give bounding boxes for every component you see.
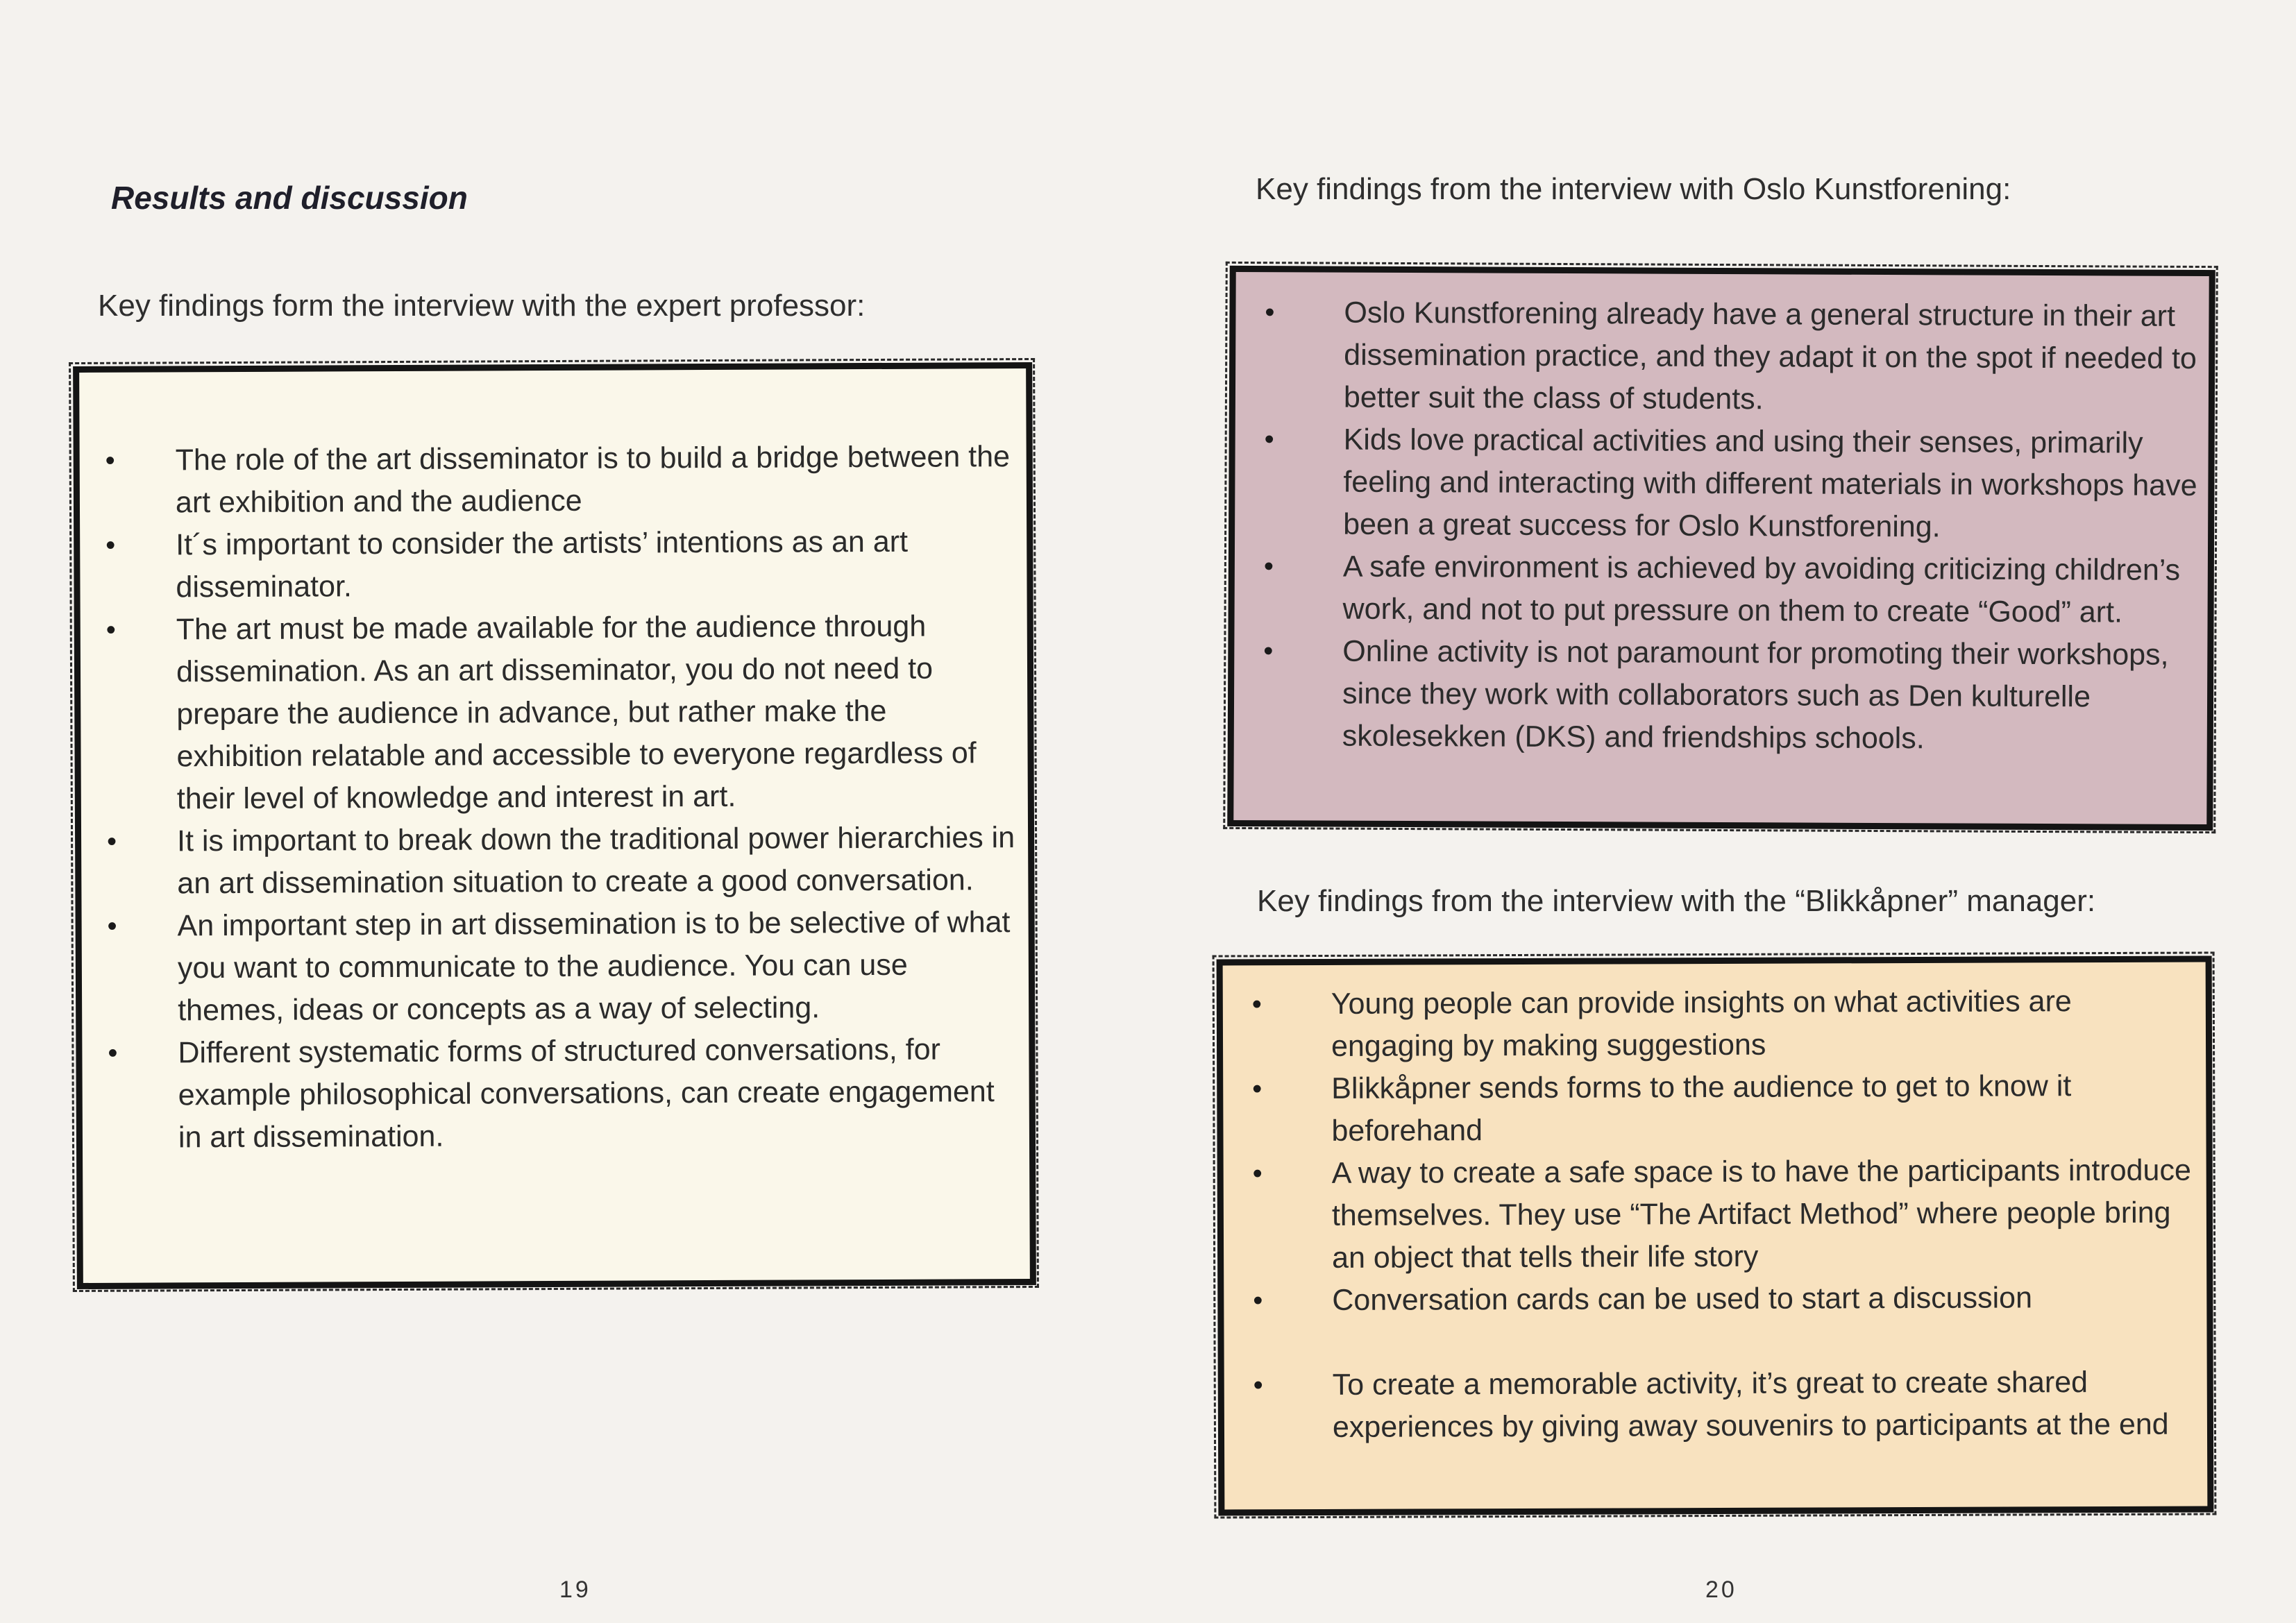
blikkapner-findings-box xyxy=(1217,955,2214,1515)
list-item xyxy=(1224,1361,2207,1450)
list-item xyxy=(81,605,1028,821)
bullet-icon: • xyxy=(1263,551,1274,582)
right-page xyxy=(1148,0,2296,1623)
list-item xyxy=(81,817,1029,906)
page-number: 19 xyxy=(559,1577,591,1603)
bullet-icon: • xyxy=(105,445,115,476)
list-item xyxy=(1223,1065,2206,1153)
list-item-text: Online activity is not paramount for promoting their workshops, since they work with collaborators such as Den kulturelle skolesekken (DKS) and friendships schools. xyxy=(1342,634,2169,756)
oslo-findings-list xyxy=(1234,291,2209,761)
list-item-text: Blikkåpner sends forms to the audience to get to know it beforehand xyxy=(1331,1069,2072,1148)
list-item-text: Conversation cards can be used to start a discussion xyxy=(1332,1281,2033,1317)
bullet-icon: • xyxy=(106,826,117,857)
bullet-icon: • xyxy=(1252,1158,1263,1189)
list-item xyxy=(1224,1150,2207,1280)
bullet-icon: • xyxy=(1253,1370,1263,1401)
professor-findings-box xyxy=(73,362,1036,1289)
bullet-icon: • xyxy=(105,529,116,561)
bullet-icon: • xyxy=(1252,1073,1263,1105)
list-item-text: Kids love practical activities and using their senses, primarily feeling and interacting with different materials in workshops have been a great success for Oslo Kunstforening. xyxy=(1343,423,2197,544)
list-item-text: A way to create a safe space is to have the participants introduce themselves. They use “The Artifact Method” where people bring an object that tells their life story xyxy=(1331,1153,2191,1275)
page-number: 20 xyxy=(1705,1577,1737,1603)
bullet-icon: • xyxy=(1263,636,1274,667)
list-item-text: It is important to break down the traditional power hierarchies in an art dissemination situation to create a good conversation. xyxy=(176,821,1015,901)
list-item xyxy=(80,520,1027,609)
bullet-icon: • xyxy=(108,1037,118,1069)
bullet-icon: • xyxy=(1264,424,1274,455)
list-item xyxy=(1234,545,2208,634)
bullet-icon: • xyxy=(1265,297,1275,328)
blikkapner-intro: Key findings from the interview with the “Blikkåpner” manager: xyxy=(1257,884,2096,918)
bullet-icon: • xyxy=(107,910,117,942)
list-item-text: Young people can provide insights on what activities are engaging by making suggestions xyxy=(1331,985,2072,1063)
list-item xyxy=(81,901,1029,1033)
bullet-icon: • xyxy=(105,614,116,645)
bullet-icon: • xyxy=(1251,989,1262,1020)
bullet-icon: • xyxy=(1253,1285,1263,1316)
list-item-text: A safe environment is achieved by avoiding criticizing children’s work, and not to put pressure on them to create “Good” art. xyxy=(1342,550,2181,629)
list-item xyxy=(1234,630,2208,761)
list-item-text: The role of the art disseminator is to build a bridge between the art exhibition and the audience xyxy=(175,440,1011,520)
list-item xyxy=(82,1028,1029,1159)
list-item xyxy=(1223,980,2206,1069)
list-item xyxy=(80,436,1027,525)
list-item xyxy=(1224,1277,2206,1323)
list-item xyxy=(1235,418,2209,550)
list-item-text: Different systematic forms of structured conversations, for example philosophical conversations, can create engagement in art dissemination. xyxy=(178,1033,995,1155)
professor-findings-list xyxy=(80,436,1030,1159)
professor-intro: Key findings form the interview with the expert professor: xyxy=(98,289,866,323)
oslo-intro: Key findings from the interview with Oslo Kunstforening: xyxy=(1256,172,2011,206)
list-item-text: Oslo Kunstforening already have a general structure in their art dissemination practice, and they adapt it on the spot if needed to better suit the class of students. xyxy=(1343,296,2197,416)
section-title: Results and discussion xyxy=(111,180,468,216)
list-item-text: It´s important to consider the artists’ intentions as an art disseminator. xyxy=(176,525,909,604)
blikkapner-findings-list xyxy=(1223,980,2207,1450)
list-item-text: To create a memorable activity, it’s great to create shared experiences by giving away souvenirs to participants at the end xyxy=(1332,1366,2169,1444)
list-item-text: An important step in art dissemination is to be selective of what you want to communicate to the audience. You can use themes, ideas or concepts as a way of selecting. xyxy=(177,906,1011,1028)
oslo-findings-box xyxy=(1227,266,2215,831)
list-item-text: The art must be made available for the audience through dissemination. As an art disseminator, you do not need to prepare the audience in advance, but rather make the exhibition relatable and accessible to everyone regardless of their level of knowledge and interest in art. xyxy=(176,609,977,816)
list-item xyxy=(1235,291,2209,423)
